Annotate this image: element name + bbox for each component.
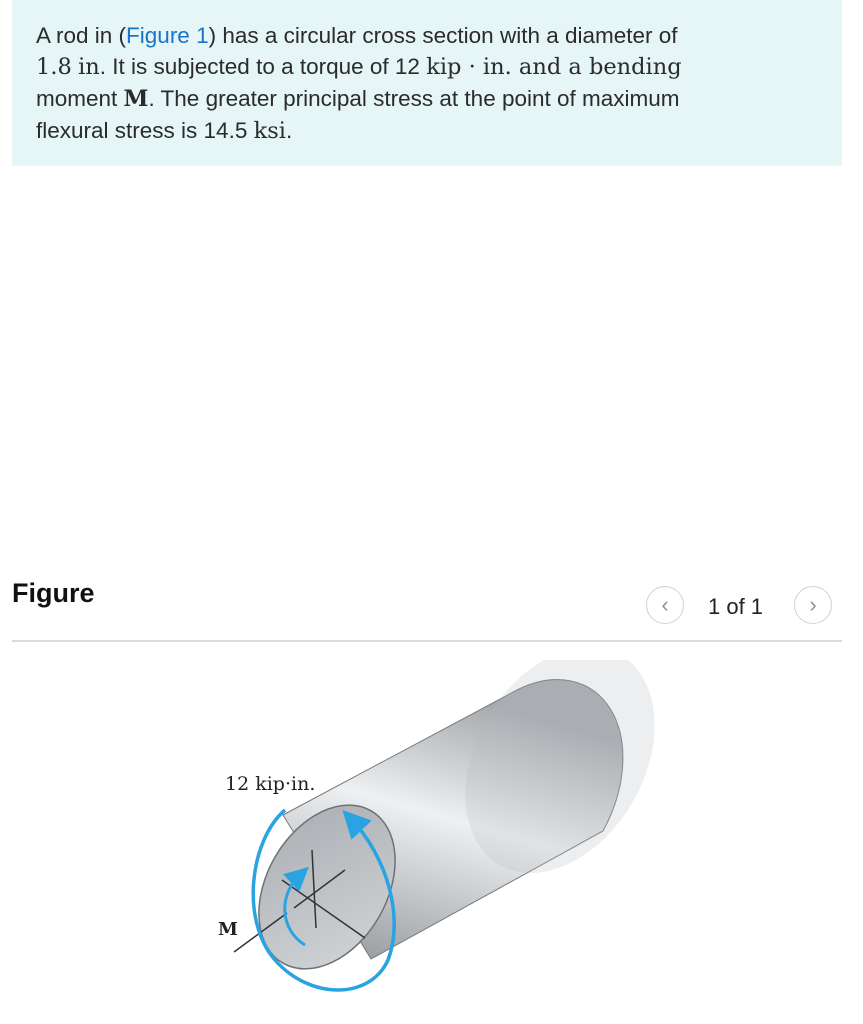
- moment-label: M: [218, 919, 238, 940]
- next-figure-button[interactable]: [794, 586, 832, 624]
- figure-heading: Figure: [12, 578, 95, 608]
- page-indicator: 1 of 1: [708, 594, 764, 619]
- problem-statement: [12, 0, 842, 166]
- problem-text: A rod in (Figure 1) has a circular cross section with a diameter of 1.8 in. It is subjected to a torque of 12 kip · in. and a bending moment M. The greater principal stress at the point of maximum flexural stress is 14.5 ksi.: [36, 23, 682, 144]
- chevron-left-icon: ‹: [661, 592, 669, 617]
- chevron-right-icon: ›: [809, 592, 817, 617]
- figure-pager: [640, 584, 840, 624]
- rod-figure: [0, 660, 863, 1024]
- previous-figure-button[interactable]: [646, 586, 684, 624]
- divider: [12, 640, 842, 642]
- figure-link[interactable]: Figure 1: [126, 23, 209, 48]
- torque-label: 12 kip·in.: [225, 773, 316, 795]
